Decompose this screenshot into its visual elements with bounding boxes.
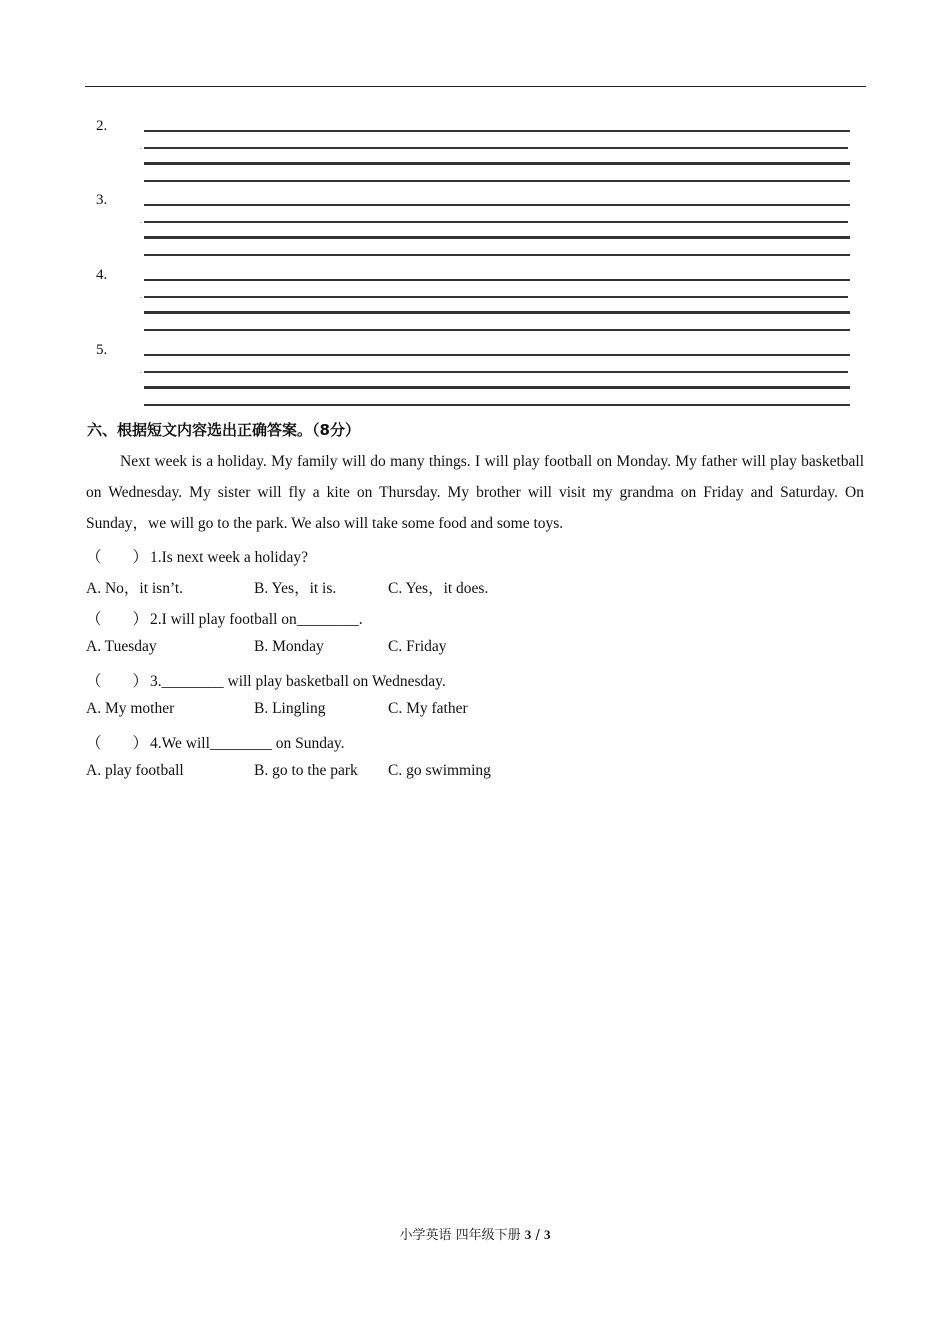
page-total: 3	[543, 1227, 551, 1242]
writing-line	[144, 162, 850, 165]
option-a: A. Tuesday	[86, 638, 157, 655]
page-number: 3	[524, 1227, 532, 1242]
writing-line	[144, 147, 848, 149]
footer-text: 小学英语 四年级下册	[399, 1228, 521, 1243]
question-3	[86, 669, 446, 691]
writing-line	[144, 311, 850, 314]
option-c: C. go swimming	[388, 762, 491, 779]
answer-blank[interactable]: （ ）	[86, 549, 149, 566]
answer-blank[interactable]: （ ）	[86, 611, 149, 628]
writing-line	[144, 204, 850, 206]
line-number: 4.	[96, 267, 108, 283]
writing-line	[144, 180, 850, 182]
answer-blank[interactable]: （ ）	[86, 673, 149, 690]
line-dot: .	[140, 366, 142, 375]
line-dot: .	[140, 142, 142, 151]
line-number: 2.	[96, 118, 108, 134]
writing-line	[144, 404, 850, 406]
question-text: 3.________ will play basketball on Wednesday.	[150, 673, 446, 690]
writing-line	[144, 221, 848, 223]
writing-line	[144, 254, 850, 256]
writing-lines-4[interactable]	[86, 267, 866, 359]
line-number: 5.	[96, 342, 108, 358]
question-2	[86, 607, 363, 629]
question-1	[86, 545, 308, 567]
option-b: B. go to the park	[254, 762, 358, 779]
writing-lines-2[interactable]	[86, 118, 866, 210]
reading-passage: Next week is a holiday. My family will do many things. I will play football on Monday. My father will play basketball on Wednesday. My sister will fly a kite on Thursday. My brother will visit my grandma on Friday and Saturday. On Sunday，we will go to the park. We also will take some food and some toys.	[86, 453, 864, 532]
writing-line	[144, 386, 850, 389]
section-title: 六、根据短文内容选出正确答案。（8分）	[87, 421, 360, 439]
page-footer	[0, 1224, 950, 1243]
writing-line	[144, 130, 850, 132]
option-c: C. Friday	[388, 638, 447, 655]
writing-line	[144, 354, 850, 356]
writing-line	[144, 296, 848, 298]
option-b: B. Yes，it is.	[254, 580, 337, 597]
option-a: A. No，it isn’t.	[86, 580, 184, 597]
line-dot: .	[140, 216, 142, 225]
question-text: 4.We will________ on Sunday.	[150, 735, 345, 752]
option-a: A. My mother	[86, 700, 175, 717]
option-b: B. Monday	[254, 638, 324, 655]
writing-line	[144, 371, 848, 373]
page-separator: /	[535, 1228, 540, 1243]
question-text: 2.I will play football on________.	[150, 611, 363, 628]
line-number: 3.	[96, 192, 108, 208]
question-text: 1.Is next week a holiday?	[150, 549, 308, 566]
answer-blank[interactable]: （ ）	[86, 735, 149, 752]
writing-line	[144, 329, 850, 331]
line-dot: .	[140, 291, 142, 300]
question-4	[86, 731, 345, 753]
option-b: B. Lingling	[254, 700, 326, 717]
option-c: C. Yes，it does.	[388, 580, 489, 597]
option-a: A. play football	[86, 762, 184, 779]
writing-line	[144, 279, 850, 281]
writing-line	[144, 236, 850, 239]
writing-lines-3[interactable]	[86, 192, 866, 284]
header-rule	[85, 86, 866, 87]
option-c: C. My father	[388, 700, 468, 717]
